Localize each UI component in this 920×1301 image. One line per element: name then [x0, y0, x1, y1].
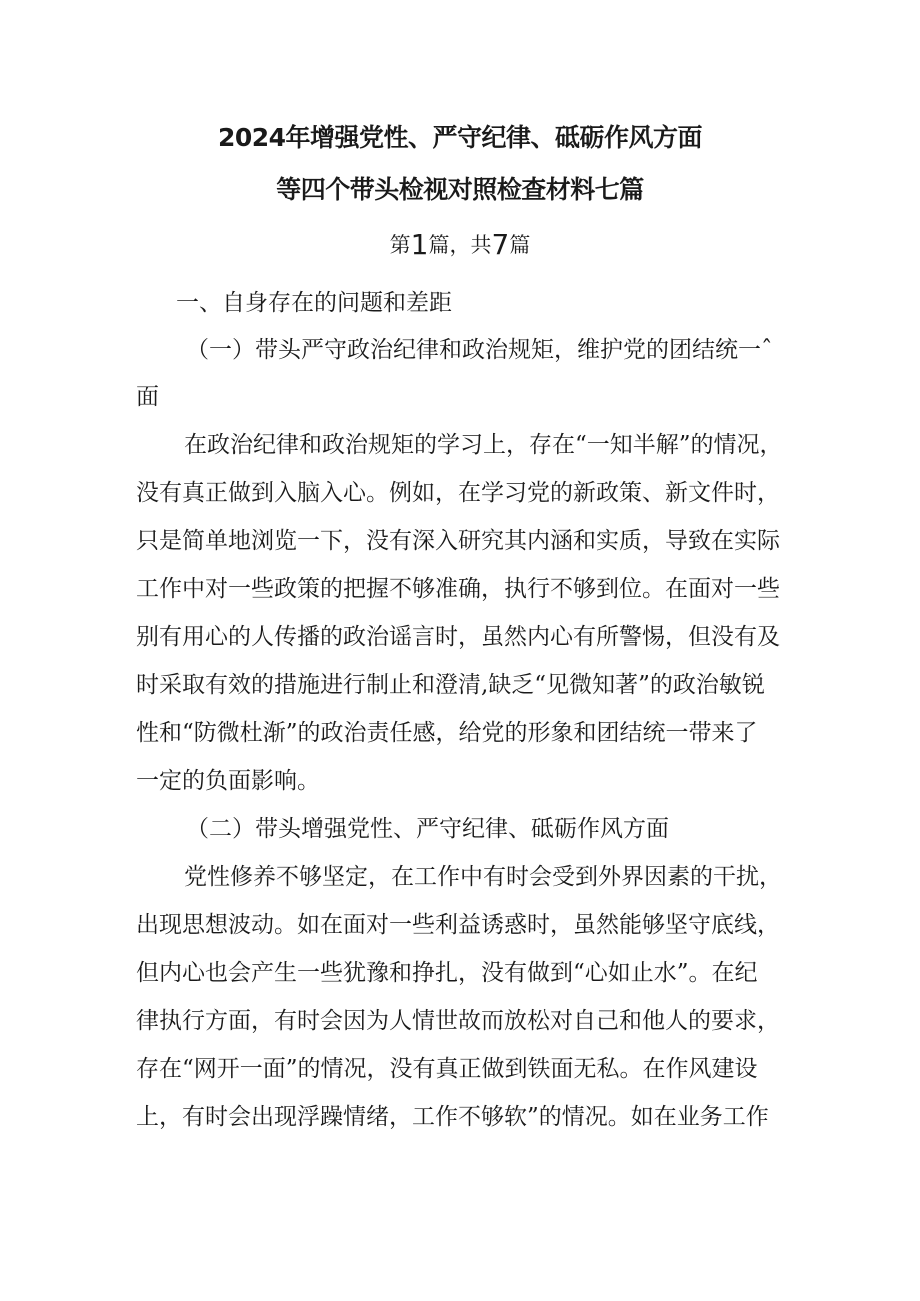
body-line: 性和“防微杜渐”的政治责任感，给党的形象和团结统一带来了 [136, 720, 758, 746]
part-indicator [0, 228, 920, 261]
body-line: 时采取有效的措施进行制止和澄清,缺乏“见微知著”的政治敏锐 [136, 672, 765, 698]
section-heading: 一、自身存在的问题和差距 [176, 290, 452, 316]
body-line: 律执行方面，有时会因为人情世故而放松对自己和他人的要求， [136, 1008, 780, 1034]
part-current-number: 1 [410, 228, 429, 261]
body-line: 在政治纪律和政治规矩的学习上，存在“一知半解”的情况， [184, 432, 783, 458]
document-title-line-1: 2024年增强党性、严守纪律、砥砺作风方面 [217, 123, 703, 152]
body-line: 存在“网开一面”的情况，没有真正做到铁面无私。在作风建设 [136, 1056, 758, 1082]
body-line: 出现思想波动。如在面对一些利益诱惑时，虽然能够坚守底线， [136, 912, 780, 938]
subsection-heading-1-wrap: 面 [136, 384, 159, 410]
part-total-number: 7 [491, 228, 510, 261]
body-line: 一定的负面影响。 [136, 768, 320, 794]
part-indicator-prefix: 第 [389, 233, 411, 257]
part-indicator-middle: 篇，共 [428, 233, 492, 257]
document-title-line-2: 等四个带头检视对照检查材料七篇 [276, 175, 644, 204]
part-indicator-suffix: 篇 [509, 233, 531, 257]
body-line: 党性修养不够坚定，在工作中有时会受到外界因素的干扰， [184, 864, 782, 890]
subsection-heading-1: （一）带头严守政治纪律和政治规矩，维护党的团结统一ˆ [186, 337, 773, 363]
body-line: 但内心也会产生一些犹豫和挣扎，没有做到“心如止水”。在纪 [136, 960, 758, 986]
body-line: 上，有时会出现浮躁情绪，工作不够软”的情况。如在业务工作 [136, 1104, 769, 1130]
body-line: 工作中对一些政策的把握不够准确，执行不够到位。在面对一些 [136, 576, 780, 602]
body-line: 没有真正做到入脑入心。例如，在学习党的新政策、新文件时， [136, 480, 780, 506]
body-line: 只是简单地浏览一下，没有深入研究其内涵和实质，导致在实际 [136, 528, 780, 554]
body-line: 别有用心的人传播的政治谣言时，虽然内心有所警惕，但没有及 [136, 624, 780, 650]
subsection-heading-2: （二）带头增强党性、严守纪律、砥砺作风方面 [186, 816, 669, 842]
